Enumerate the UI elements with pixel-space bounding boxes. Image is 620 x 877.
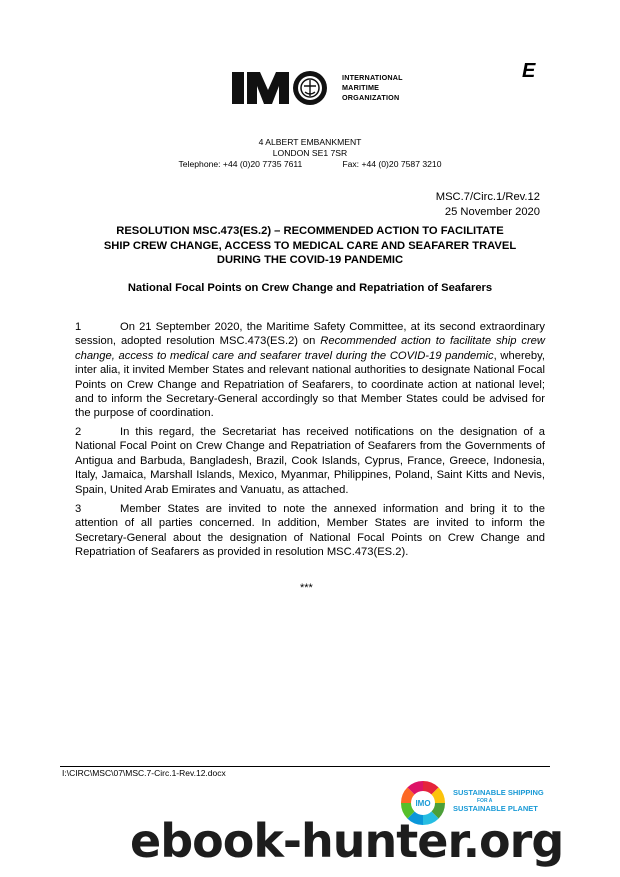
paragraph-1 [75,320,545,421]
title-line: SHIP CREW CHANGE, ACCESS TO MEDICAL CARE AND SEAFARER TRAVEL [103,239,517,252]
section-separator: *** [300,582,313,594]
document-reference [436,190,540,220]
telephone: Telephone: +44 (0)20 7735 7611 [178,159,303,169]
paragraph-3 [75,502,545,560]
address-line: LONDON SE1 7SR [272,148,348,158]
imo-wordmark-icon [232,70,330,106]
badge-line: FOR A [477,798,493,804]
org-name-line: ORGANIZATION [342,93,400,102]
document-title [70,224,550,268]
document-subtitle: National Focal Points on Crew Change and Repatriation of Seafarers [127,282,493,294]
paragraph-number: 3 [75,503,82,515]
contact-line [160,159,460,170]
paragraph-text: Member States are invited to note the annexed information and bring it to the attention of all parties concerned. In addition, Member States are invited to inform the Secretary-General about the designation of National Focal Points on Crew Change and Repatriation of Seafarers as provided in resolution MSC.473(ES.2). [75,503,545,559]
address-line: 4 ALBERT EMBANKMENT [258,137,362,147]
paragraph-number: 1 [75,321,82,333]
address-block [160,137,460,170]
title-line: RESOLUTION MSC.473(ES.2) – RECOMMENDED ACTION TO FACILITATE [116,225,504,237]
paragraph-text: On 21 September 2020, the Maritime Safety Committee, at its second extraordinary session, adopted resolution MSC.473(ES.2) on [75,321,545,348]
paragraph-text: In this regard, the Secretariat has received notifications on the designation of a National Focal Point on Crew Change and Repatriation of Seafarers from the Governments of Antigua and Barbuda, Bangladesh, Brazil, Cook Islands, Cyprus, France, Greece, Indonesia, Italy, Jamaica, Marshall Islands, Mexico, Myanmar, Philippines, Poland, Saint Kitts and Nevis, Spain, United Arab Emirates and Vanuatu, as attached. [75,426,545,496]
title-line: DURING THE COVID-19 PANDEMIC [216,254,404,266]
svg-text:IMO: IMO [415,799,431,808]
org-name-line: INTERNATIONAL [342,73,403,82]
paragraph-number: 2 [75,426,82,438]
document-symbol: MSC.7/Circ.1/Rev.12 [435,191,540,203]
watermark: ebook-hunter.org [130,814,564,868]
paragraph-italic-title: Recommended action to facilitate ship crew change, access to medical care and seafarer travel during the COVID-19 pandemic [75,335,545,362]
paragraph-2 [75,425,545,497]
badge-line: SUSTAINABLE SHIPPING [453,788,544,797]
fax: Fax: +44 (0)20 7587 3210 [342,159,442,169]
badge-line: SUSTAINABLE PLANET [453,804,538,813]
org-name [342,73,403,103]
file-path: I:\CIRC\MSC\07\MSC.7-Circ.1-Rev.12.docx [62,768,226,778]
footer-rule [60,766,550,767]
document-date: 25 November 2020 [444,206,540,218]
paragraph-text: , whereby, inter alia, it invited Member States and relevant national authorities to designate National Focal Points on Crew Change and Repatriation of Seafarers, to coordinate action at national level; and to inform the Secretary-General accordingly so that Member States could be advised for the purpose of coordination. [75,349,545,420]
language-code: E [522,60,536,82]
org-name-line: MARITIME [342,83,380,92]
imo-logo [232,70,412,106]
